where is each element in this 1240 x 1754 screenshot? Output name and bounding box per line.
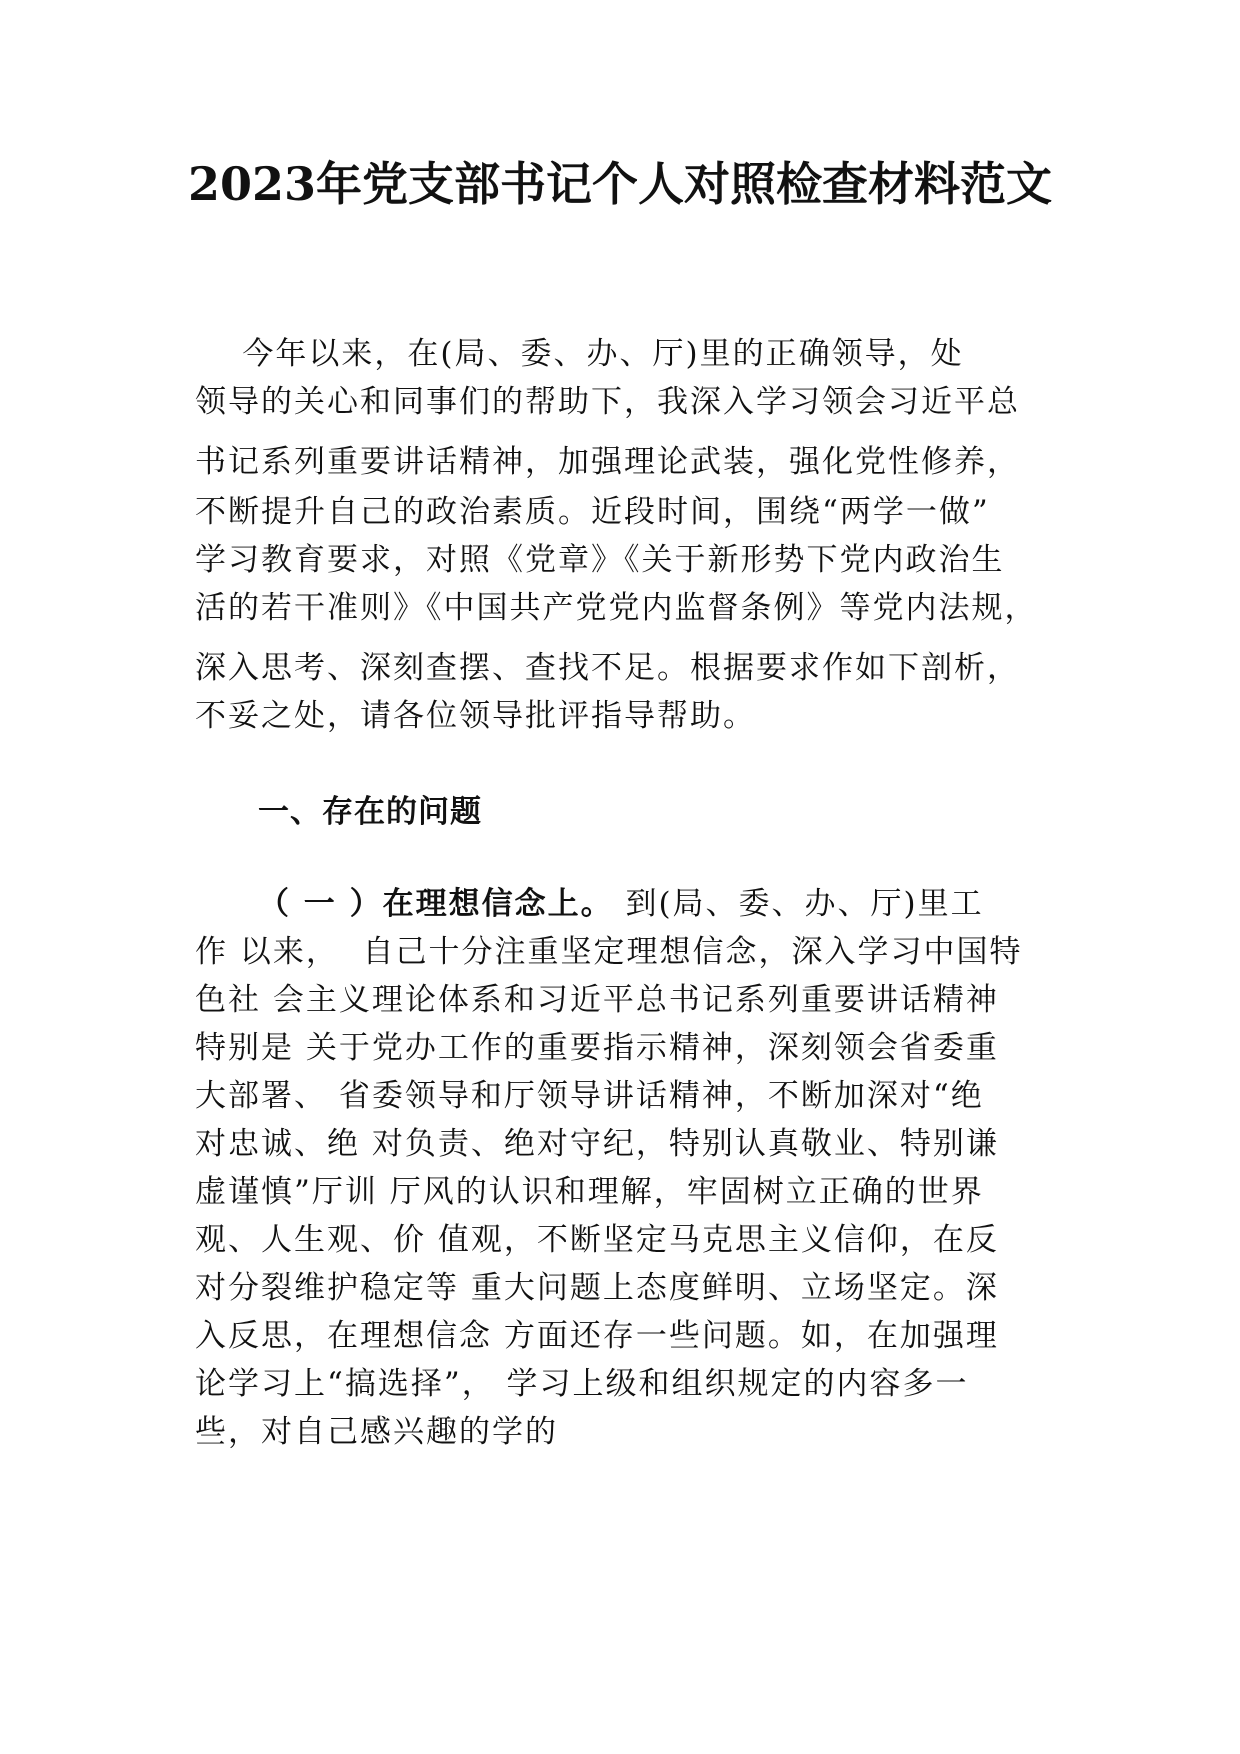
subsection-line: 对忠诚、绝 对负责、绝对守纪，特别认真敬业、特别谦 (195, 1126, 999, 1162)
intro-line: 学习教育要求，对照《党章》《关于新形势下党内政治生 (195, 542, 1005, 578)
subsection-line: 大部署、 省委领导和厅领导讲话精神，不断加深对“绝 (195, 1078, 984, 1114)
intro-line: 今年以来，在(局、委、办、厅)里的正确领导，处 (195, 336, 964, 372)
intro-line: 深入思考、深刻查摆、查找不足。根据要求作如下剖析， (195, 650, 1020, 686)
subsection-line: 作 以来， 自己十分注重坚定理想信念，深入学习中国特 (195, 934, 1023, 970)
subsection-line: 观、人生观、价 值观，不断坚定马克思主义信仰，在反 (195, 1222, 999, 1258)
intro-line: 不妥之处，请各位领导批评指导帮助。 (195, 698, 756, 734)
intro-line: 不断提升自己的政治素质。近段时间，围绕“两学一做” (195, 494, 990, 530)
subsection-first-line (258, 882, 984, 926)
subsection-line: 对分裂维护稳定等 重大问题上态度鲜明、立场坚定。深 (195, 1270, 999, 1306)
subsection-first-line-text: 到(局、委、办、厅)里工 (613, 886, 984, 922)
subsection-line: 入反思，在理想信念 方面还存一些问题。如，在加强理 (195, 1318, 999, 1354)
subsection-line: 虚谨慎”厅训 厅风的认识和理解，牢固树立正确的世界 (195, 1174, 984, 1210)
intro-line: 领导的关心和同事们的帮助下，我深入学习领会习近平总 (195, 384, 1020, 420)
intro-line: 书记系列重要讲话精神，加强理论武装，强化党性修养， (195, 444, 1020, 480)
document-title: 2023年党支部书记个人对照检查材料范文 (187, 157, 1053, 211)
subsection-line: 特别是 关于党办工作的重要指示精神，深刻领会省委重 (195, 1030, 999, 1066)
intro-line: 活的若干准则》《中国共产党党内监督条例》等党内法规， (195, 590, 1038, 626)
subsection-label: （ 一 ）在理想信念上。 (258, 886, 614, 922)
subsection-line: 些，对自己感兴趣的学的 (195, 1414, 558, 1450)
section-heading: 一、存在的问题 (258, 794, 482, 830)
subsection-line: 论学习上“搞选择”， 学习上级和组织规定的内容多一 (195, 1366, 969, 1402)
subsection-line: 色社 会主义理论体系和习近平总书记系列重要讲话精神 (195, 982, 999, 1018)
